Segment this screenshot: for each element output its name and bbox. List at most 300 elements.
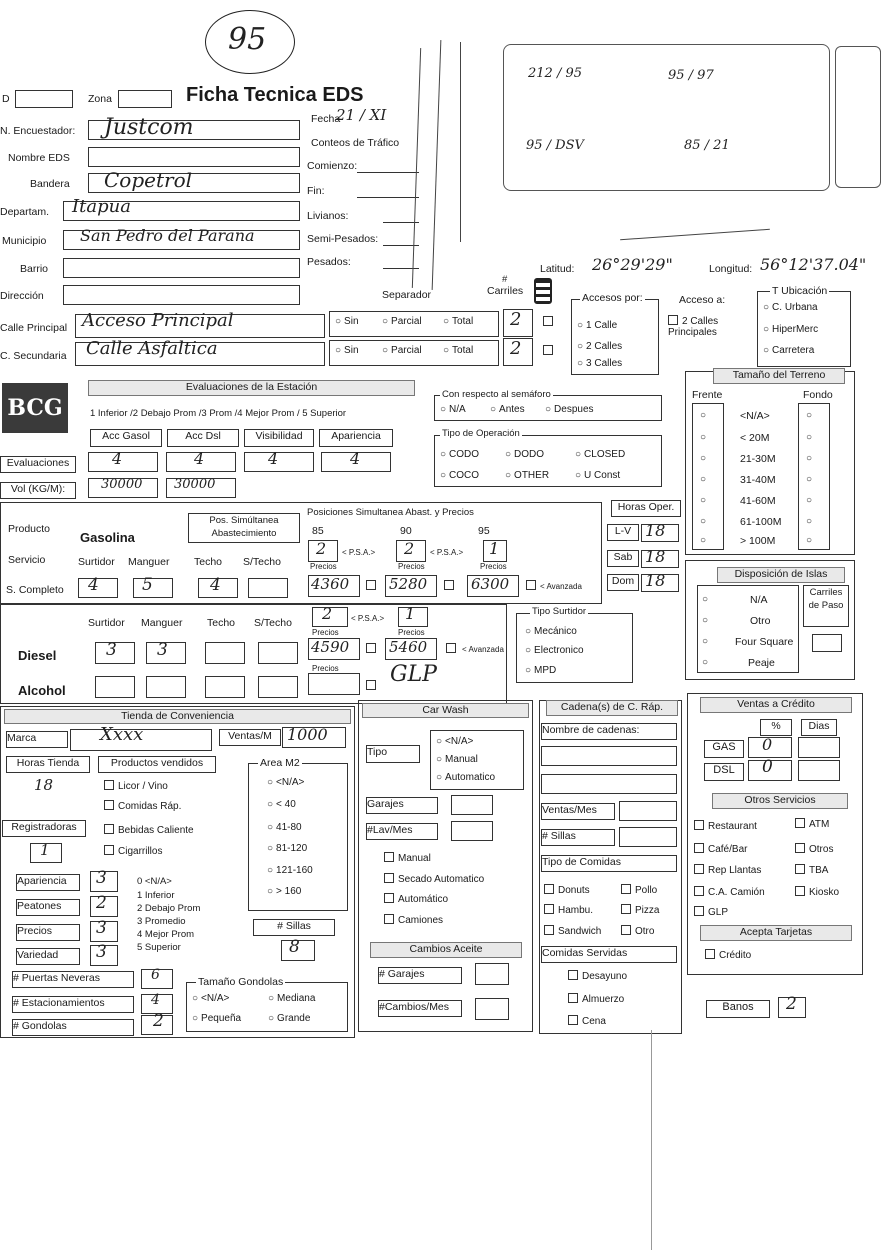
pos-sim-title: Posiciones Simultanea Abast. y Precios <box>307 507 474 518</box>
acceso-2-calles-principales[interactable] <box>668 315 744 338</box>
terreno-fondo-40[interactable] <box>806 474 815 485</box>
octane-95: 95 <box>478 525 490 537</box>
garajes-field[interactable] <box>451 795 493 815</box>
eval-acc-dsl-value: 4 <box>194 449 205 468</box>
price-85-check[interactable] <box>366 580 380 592</box>
terreno-fondo-20[interactable] <box>806 432 815 443</box>
acceso-a-label: Acceso a: <box>679 294 726 306</box>
terreno-frente-20[interactable] <box>700 432 709 443</box>
terreno-frente-100[interactable] <box>700 516 709 527</box>
precios-value: 3 <box>96 918 107 938</box>
surtidor-mpd[interactable]: ○ MPD <box>525 665 556 676</box>
islas-otro[interactable] <box>702 615 711 626</box>
alcohol-label: Alcohol <box>18 683 66 698</box>
islas-otro-label: Otro <box>750 615 771 627</box>
apariencia-value: 3 <box>96 868 107 888</box>
ventas-m-label: Ventas/M <box>219 729 281 746</box>
gondola-pequena[interactable]: ○ Pequeña <box>192 1013 241 1024</box>
terreno-fondo-over100[interactable] <box>806 535 815 546</box>
alcohol-price-check[interactable] <box>366 680 380 692</box>
servicio-restaurant[interactable]: Restaurant <box>694 820 757 832</box>
gondolas-value: 2 <box>153 1011 164 1031</box>
terreno-fondo-30[interactable] <box>806 453 815 464</box>
semaforo-na[interactable]: ○ N/A <box>440 404 466 415</box>
encuestador-value: Justcom <box>104 115 194 140</box>
credito-gas-pct-value: 0 <box>762 735 773 754</box>
carwash-check-manual[interactable]: Manual <box>384 852 431 864</box>
semaforo-despues[interactable]: ○ Despues <box>545 404 594 415</box>
sillas-value: 8 <box>289 937 300 957</box>
ubicacion-hipermerc[interactable]: ○ HiperMerc <box>763 324 818 335</box>
pesados-line[interactable] <box>383 268 419 269</box>
carriles-principal-value: 2 <box>510 309 522 330</box>
diesel-surtidor-value: 3 <box>106 640 117 660</box>
ubicacion-urbana[interactable]: ○ C. Urbana <box>763 302 818 313</box>
carriles-principal-check[interactable] <box>543 316 557 328</box>
lav-mes-label: #Lav/Mes <box>366 823 438 840</box>
operacion-codo[interactable]: ○ CODO <box>440 449 479 460</box>
servicio-camion[interactable]: C.A. Camión <box>694 886 765 898</box>
surtidor-electronico[interactable]: ○ Electronico <box>525 645 584 656</box>
servicio-cafe[interactable]: Café/Bar <box>694 843 747 855</box>
price-85-value: 4360 <box>311 575 350 593</box>
terreno-row-40: 31-40M <box>740 474 776 486</box>
surtidor-mecanico[interactable]: ○ Mecánico <box>525 626 577 637</box>
eval-col-visibilidad: Visibilidad <box>244 429 314 447</box>
zona-field[interactable] <box>118 90 172 108</box>
alcohol-techo-field[interactable] <box>205 676 245 698</box>
carwash-tipo-label: Tipo <box>366 745 420 763</box>
peatones-value: 2 <box>96 893 107 913</box>
evaluaciones-scale: 1 Inferior /2 Debajo Prom /3 Prom /4 Mejor Prom / 5 Superior <box>90 408 347 419</box>
terreno-frente-60[interactable] <box>700 495 709 506</box>
carriles-paso-label <box>803 585 849 627</box>
terreno-row-60: 41-60M <box>740 495 776 507</box>
price-90-check[interactable] <box>444 580 458 592</box>
credito-dias-label: Dias <box>801 719 837 736</box>
separador-principal-total[interactable]: ○ Total <box>443 316 473 327</box>
islas-four-square-label: Four Square <box>735 636 794 648</box>
cadenas-nombre-label: Nombre de cadenas: <box>541 723 677 740</box>
pos-85-value: 2 <box>316 539 327 558</box>
horas-tienda-value: 18 <box>34 776 54 794</box>
departam-label: Departam. <box>0 206 50 218</box>
gas-surtidor-label: Surtidor <box>78 556 115 568</box>
eval-visibilidad-field[interactable] <box>244 452 314 472</box>
terreno-frente: Frente <box>692 389 723 401</box>
gas-techo-label: Techo <box>194 556 223 568</box>
banos-value: 2 <box>786 994 797 1014</box>
diesel-stecho-field[interactable] <box>258 642 298 664</box>
terreno-frente-40[interactable] <box>700 474 709 485</box>
credito-gas-label: GAS <box>704 740 744 758</box>
terreno-fondo-60[interactable] <box>806 495 815 506</box>
precios-95-label: Precios <box>480 562 507 571</box>
operacion-closed[interactable]: ○ CLOSED <box>575 449 625 460</box>
traffic-light-icon <box>534 278 552 304</box>
glp-note: GLP <box>390 662 437 687</box>
separador-principal-sin[interactable]: ○ Sin <box>335 316 359 327</box>
cadenas-ventas-field[interactable] <box>619 801 677 821</box>
prod-comidas[interactable]: Comidas Ráp. <box>104 800 181 812</box>
gondolas-size-group <box>186 982 348 1032</box>
pos-95-value: 1 <box>489 539 500 558</box>
horas-lv-label: L-V <box>607 524 639 541</box>
credito-gas-dias-field[interactable] <box>798 737 840 758</box>
surtidor-tipo-title: Tipo Surtidor <box>532 606 587 617</box>
cambios-mes-label: #Cambios/Mes <box>378 1000 462 1017</box>
servida-cena[interactable]: Cena <box>568 1015 606 1027</box>
alcohol-precios-label: Precios <box>312 664 339 673</box>
lav-mes-field[interactable] <box>451 821 493 841</box>
carwash-check-camiones[interactable]: Camiones <box>384 914 443 926</box>
diesel-precios-1-label: Precios <box>312 628 339 637</box>
separador-principal-parcial[interactable]: ○ Parcial <box>382 316 422 327</box>
gondolas-label: # Gondolas <box>12 1019 134 1036</box>
gondola-grande[interactable]: ○ Grande <box>268 1013 310 1024</box>
acceso-2-calles-label: 2 Calles Principales <box>668 316 719 338</box>
barrio-field[interactable] <box>63 258 300 278</box>
comida-pollo[interactable]: Pollo <box>621 884 657 896</box>
comida-otro[interactable]: Otro <box>621 925 654 937</box>
diesel-price-1-value: 4590 <box>311 638 350 656</box>
precios-85-label: Precios <box>310 562 337 571</box>
terreno-frente-over100[interactable] <box>700 535 709 546</box>
comida-pizza[interactable]: Pizza <box>621 904 659 916</box>
operacion-other[interactable]: ○ OTHER <box>505 470 549 481</box>
comida-hambu[interactable]: Hambu. <box>544 904 593 916</box>
horas-sab-label: Sab <box>607 550 639 567</box>
cadenas-ventas-label: Ventas/Mes <box>541 803 615 820</box>
credito-dsl-dias-field[interactable] <box>798 760 840 781</box>
vol-value-2: 30000 <box>174 477 216 492</box>
carwash-na[interactable]: ○ <N/A> <box>436 736 473 747</box>
precios-90-label: Precios <box>398 562 425 571</box>
servicio-otros[interactable]: Otros <box>795 843 833 855</box>
gondola-na[interactable]: ○ <N/A> <box>192 993 229 1004</box>
evaluaciones-title: Evaluaciones de la Estación <box>88 380 415 396</box>
id-field[interactable] <box>15 90 73 108</box>
terreno-row-30: 21-30M <box>740 453 776 465</box>
departam-value: Itapua <box>72 196 131 217</box>
horas-dom-value: 18 <box>645 571 666 590</box>
cadenas-nombre-field-2[interactable] <box>541 774 677 794</box>
prod-licor[interactable]: Licor / Vino <box>104 780 168 792</box>
terreno-title: Tamaño del Terreno <box>713 368 845 384</box>
cambios-garajes-label: # Garajes <box>378 967 462 984</box>
comida-donuts[interactable]: Donuts <box>544 884 590 896</box>
diesel-label: Diesel <box>18 648 57 663</box>
bcg-logo-text: BCG <box>7 395 63 421</box>
encuestador-label: N. Encuestador: <box>0 125 76 137</box>
credito-dsl-label: DSL <box>704 763 744 781</box>
area-160[interactable]: ○ 121-160 <box>267 865 313 876</box>
accesos-2-calles[interactable]: ○ 2 Calles <box>577 341 622 352</box>
gas-manguer-value: 5 <box>142 575 153 595</box>
diesel-price-2-value: 5460 <box>389 638 428 656</box>
islas-four-square[interactable] <box>702 636 711 647</box>
latitud-value: 26°29'29" <box>592 255 673 274</box>
bandera-value: Copetrol <box>104 168 193 192</box>
calle-principal-label: Calle Principal <box>0 322 68 334</box>
municipio-label: Municipio <box>2 235 47 247</box>
comienzo-line[interactable] <box>357 172 419 173</box>
tienda-title: Tienda de Conveniencia <box>4 709 351 724</box>
servicio-atm[interactable]: ATM <box>795 818 829 830</box>
servicio-glp[interactable]: GLP <box>694 906 728 918</box>
servicio-llantas[interactable]: Rep Llantas <box>694 864 761 876</box>
cadenas-title: Cadena(s) de C. Ráp. <box>546 700 678 716</box>
nombre-eds-field[interactable] <box>88 147 300 167</box>
carriles-secundaria-check[interactable] <box>543 345 557 357</box>
longitud-label: Longitud: <box>709 263 753 275</box>
horas-tienda-label: Horas Tienda <box>6 756 90 773</box>
islas-peaje-label: Peaje <box>748 657 775 669</box>
carriles-paso-text: Carriles de Paso <box>808 587 844 611</box>
latitud-label: Latitud: <box>540 263 575 275</box>
sketch-right-box <box>835 46 881 188</box>
variedad-label: Variedad <box>16 948 80 965</box>
fin-line[interactable] <box>357 197 419 198</box>
carwash-manual[interactable]: ○ Manual <box>436 754 478 765</box>
carwash-check-secado[interactable]: Secado Automatico <box>384 873 484 885</box>
horas-dom-label: Dom <box>607 574 639 591</box>
separador-secundaria-total[interactable]: ○ Total <box>443 345 473 356</box>
terreno-row-20: < 20M <box>740 432 770 444</box>
pesados-label: Pesados: <box>307 256 351 268</box>
vol-label: Vol (KG/M): <box>0 482 76 499</box>
sketch-pump-c: 95 / DSV <box>526 138 584 153</box>
psa-90: < P.S.A.> <box>430 548 464 557</box>
registradoras-value: 1 <box>40 841 50 859</box>
alcohol-price-field[interactable] <box>308 673 360 695</box>
road-sketch-line <box>460 42 461 242</box>
fecha-value: 21 / XI <box>336 106 387 124</box>
tarjetas-credito[interactable]: Crédito <box>705 949 751 961</box>
terreno-row-over100: > 100M <box>740 535 776 547</box>
puertas-value: 6 <box>151 967 160 983</box>
gas-surtidor-value: 4 <box>88 575 99 595</box>
scale-3: 3 Promedio <box>137 916 186 927</box>
scale-1: 1 Inferior <box>137 890 175 901</box>
horas-sab-value: 18 <box>645 547 666 566</box>
cambios-aceite-title: Cambios Aceite <box>370 942 522 958</box>
peatones-label: Peatones <box>16 899 80 916</box>
cambios-mes-field[interactable] <box>475 998 509 1020</box>
alcohol-manguer-field[interactable] <box>146 676 186 698</box>
gondola-mediana[interactable]: ○ Mediana <box>268 993 315 1004</box>
cadenas-nombre-field-1[interactable] <box>541 746 677 766</box>
semaforo-title: Con respecto al semáforo <box>442 389 551 400</box>
islas-peaje[interactable] <box>702 657 711 668</box>
barrio-label: Barrio <box>20 263 49 275</box>
bcg-logo <box>2 383 68 433</box>
horas-lv-value: 18 <box>645 521 666 540</box>
area-40[interactable]: ○ < 40 <box>267 799 296 810</box>
separador-title: Separador <box>382 289 432 301</box>
terreno-row-100: 61-100M <box>740 516 782 528</box>
semi-label: Semi-Pesados: <box>307 233 379 245</box>
calle-secundaria-value: Calle Asfaltica <box>86 338 218 359</box>
tipo-comidas-title: Tipo de Comidas <box>541 855 677 872</box>
diesel-price-1-check[interactable] <box>366 643 380 655</box>
zona-label: Zona <box>88 93 112 105</box>
octane-90: 90 <box>400 525 412 537</box>
scale-0: 0 <N/A> <box>137 876 172 887</box>
horas-oper-title: Horas Oper. <box>611 500 681 517</box>
carwash-title: Car Wash <box>362 703 529 718</box>
islas-title: Disposición de Islas <box>717 567 845 583</box>
separador-secundaria-sin[interactable]: ○ Sin <box>335 345 359 356</box>
form-title: Ficha Tecnica EDS <box>186 84 364 106</box>
prod-cigarrillos[interactable]: Cigarrillos <box>104 845 162 857</box>
terreno-frente-30[interactable] <box>700 453 709 464</box>
scale-5: 5 Superior <box>137 942 181 953</box>
sketch-pump-b: 95 / 97 <box>668 68 714 83</box>
direccion-field[interactable] <box>63 285 300 305</box>
diesel-pos-2-value: 1 <box>405 604 416 623</box>
diesel-techo-label: Techo <box>207 617 236 629</box>
productos-vendidos-label: Productos vendidos <box>98 756 216 773</box>
registradoras-label: Registradoras <box>2 820 86 837</box>
sketch-pump-a: 212 / 95 <box>528 66 582 81</box>
alcohol-stecho-field[interactable] <box>258 676 298 698</box>
price-90-value: 5280 <box>389 575 428 593</box>
cambios-garajes-field[interactable] <box>475 963 509 985</box>
carriles-hash: # <box>502 274 508 285</box>
operacion-title: Tipo de Operación <box>442 428 520 439</box>
terreno-fondo: Fondo <box>803 389 833 401</box>
diesel-stecho-label: S/Techo <box>254 617 292 629</box>
area-over160[interactable]: ○ > 160 <box>267 886 301 897</box>
comidas-servidas-title: Comidas Servidas <box>541 946 677 963</box>
terreno-row-na: <N/A> <box>740 410 770 422</box>
sketch-arrow-line <box>620 229 770 240</box>
bandera-label: Bandera <box>30 178 70 190</box>
producto-label: Producto <box>8 523 51 535</box>
prod-bebidas[interactable]: Bebidas Caliente <box>104 824 194 836</box>
fecha-label: Fecha <box>311 113 341 125</box>
puertas-label: # Puertas Neveras <box>12 971 134 988</box>
servicio-tba[interactable]: TBA <box>795 864 828 876</box>
carwash-check-automatico[interactable]: Automático <box>384 893 448 905</box>
ubicacion-carretera[interactable]: ○ Carretera <box>763 345 814 356</box>
eval-col-apariencia: Apariencia <box>319 429 393 447</box>
cadenas-sillas-label: # Sillas <box>541 829 615 846</box>
page-fold-line <box>651 1030 652 1250</box>
road-sketch-line <box>412 48 421 288</box>
operacion-dodo[interactable]: ○ DODO <box>505 449 544 460</box>
alcohol-surtidor-field[interactable] <box>95 676 135 698</box>
terreno-frente-na[interactable] <box>700 410 709 421</box>
tarjetas-title: Acepta Tarjetas <box>700 925 852 941</box>
diesel-precios-2-label: Precios <box>398 628 425 637</box>
diesel-avanzada: < Avanzada <box>462 645 504 654</box>
area-80[interactable]: ○ 41-80 <box>267 822 302 833</box>
eval-col-acc-dsl: Acc Dsl <box>167 429 239 447</box>
pos-simultanea-label <box>188 513 300 543</box>
gas-manguer-field[interactable] <box>133 578 173 598</box>
longitud-value: 56°12'37.04" <box>760 255 867 274</box>
ubicacion-title: T Ubicación <box>772 285 828 297</box>
operacion-coco[interactable]: ○ COCO <box>440 470 479 481</box>
marca-value: Xxxx <box>100 724 144 745</box>
sketch-pump-d: 85 / 21 <box>684 138 730 153</box>
servida-almuerzo[interactable]: Almuerzo <box>568 993 624 1005</box>
calle-principal-value: Acceso Principal <box>82 310 234 331</box>
carriles-label: Carriles <box>487 285 524 297</box>
eval-col-acc-gasol: Acc Gasol <box>90 429 162 447</box>
islas-na[interactable] <box>702 594 711 605</box>
livianos-label: Livianos: <box>307 210 349 222</box>
pos-90-value: 2 <box>404 539 415 558</box>
diesel-surtidor-label: Surtidor <box>88 617 125 629</box>
gas-stecho-field[interactable] <box>248 578 288 598</box>
direccion-label: Dirección <box>0 290 44 302</box>
psa-85: < P.S.A.> <box>342 548 376 557</box>
road-sketch-line <box>432 40 442 290</box>
terreno-fondo-na[interactable] <box>806 410 815 421</box>
price-95-value: 6300 <box>471 575 510 593</box>
estac-label: # Estacionamientos <box>12 996 134 1013</box>
semaforo-antes[interactable]: ○ Antes <box>490 404 525 415</box>
precios-label: Precios <box>16 924 80 941</box>
calle-secundaria-label: C. Secundaria <box>0 350 67 362</box>
cadenas-sillas-field[interactable] <box>619 827 677 847</box>
operacion-uconst[interactable]: ○ U Const <box>575 470 620 481</box>
carwash-automatico[interactable]: ○ Automatico <box>436 772 495 783</box>
eval-apariencia-value: 4 <box>350 449 361 468</box>
sillas-label: # Sillas <box>253 919 335 936</box>
gas-stecho-label: S/Techo <box>243 556 281 568</box>
banos-label: Banos <box>706 1000 770 1018</box>
carriles-secundaria-value: 2 <box>510 338 522 359</box>
vol-value-1: 30000 <box>101 477 143 492</box>
avanzada-label: < Avanzada <box>540 582 582 591</box>
diesel-techo-field[interactable] <box>205 642 245 664</box>
price-95-check[interactable] <box>526 580 540 592</box>
page-number: 95 <box>228 22 267 57</box>
estac-value: 4 <box>151 992 160 1008</box>
conteos-label: Conteos de Tráfico <box>311 137 400 149</box>
marca-label: Marca <box>6 731 68 748</box>
area-120[interactable]: ○ 81-120 <box>267 843 307 854</box>
gasolina-label: Gasolina <box>80 530 135 545</box>
credito-pct-label: % <box>760 719 792 736</box>
diesel-pos-1-value: 2 <box>322 604 333 623</box>
servicio-kiosko[interactable]: Kiosko <box>795 886 839 898</box>
eval-acc-gasol-field[interactable] <box>88 452 158 472</box>
diesel-manguer-value: 3 <box>157 640 168 660</box>
islas-na-label: N/A <box>750 594 768 606</box>
terreno-fondo-100[interactable] <box>806 516 815 527</box>
accesos-3-calles[interactable]: ○ 3 Calles <box>577 358 622 369</box>
evaluaciones-row-label: Evaluaciones <box>0 456 76 473</box>
area-na[interactable]: ○ <N/A> <box>267 777 304 788</box>
municipio-value: San Pedro del Parana <box>80 226 255 245</box>
comienzo-label: Comienzo: <box>307 160 358 172</box>
comida-sandwich[interactable]: Sandwich <box>544 925 601 937</box>
separador-secundaria-parcial[interactable]: ○ Parcial <box>382 345 422 356</box>
eval-visibilidad-value: 4 <box>268 449 279 468</box>
eval-acc-gasol-value: 4 <box>112 449 123 468</box>
carriles-paso-field[interactable] <box>812 634 842 652</box>
nombre-eds-label: Nombre EDS <box>8 152 70 164</box>
accesos-1-calle[interactable]: ○ 1 Calle <box>577 320 617 331</box>
diesel-price-2-check[interactable] <box>446 643 460 655</box>
scompleto-label: S. Completo <box>6 584 64 596</box>
servida-desayuno[interactable]: Desayuno <box>568 970 627 982</box>
